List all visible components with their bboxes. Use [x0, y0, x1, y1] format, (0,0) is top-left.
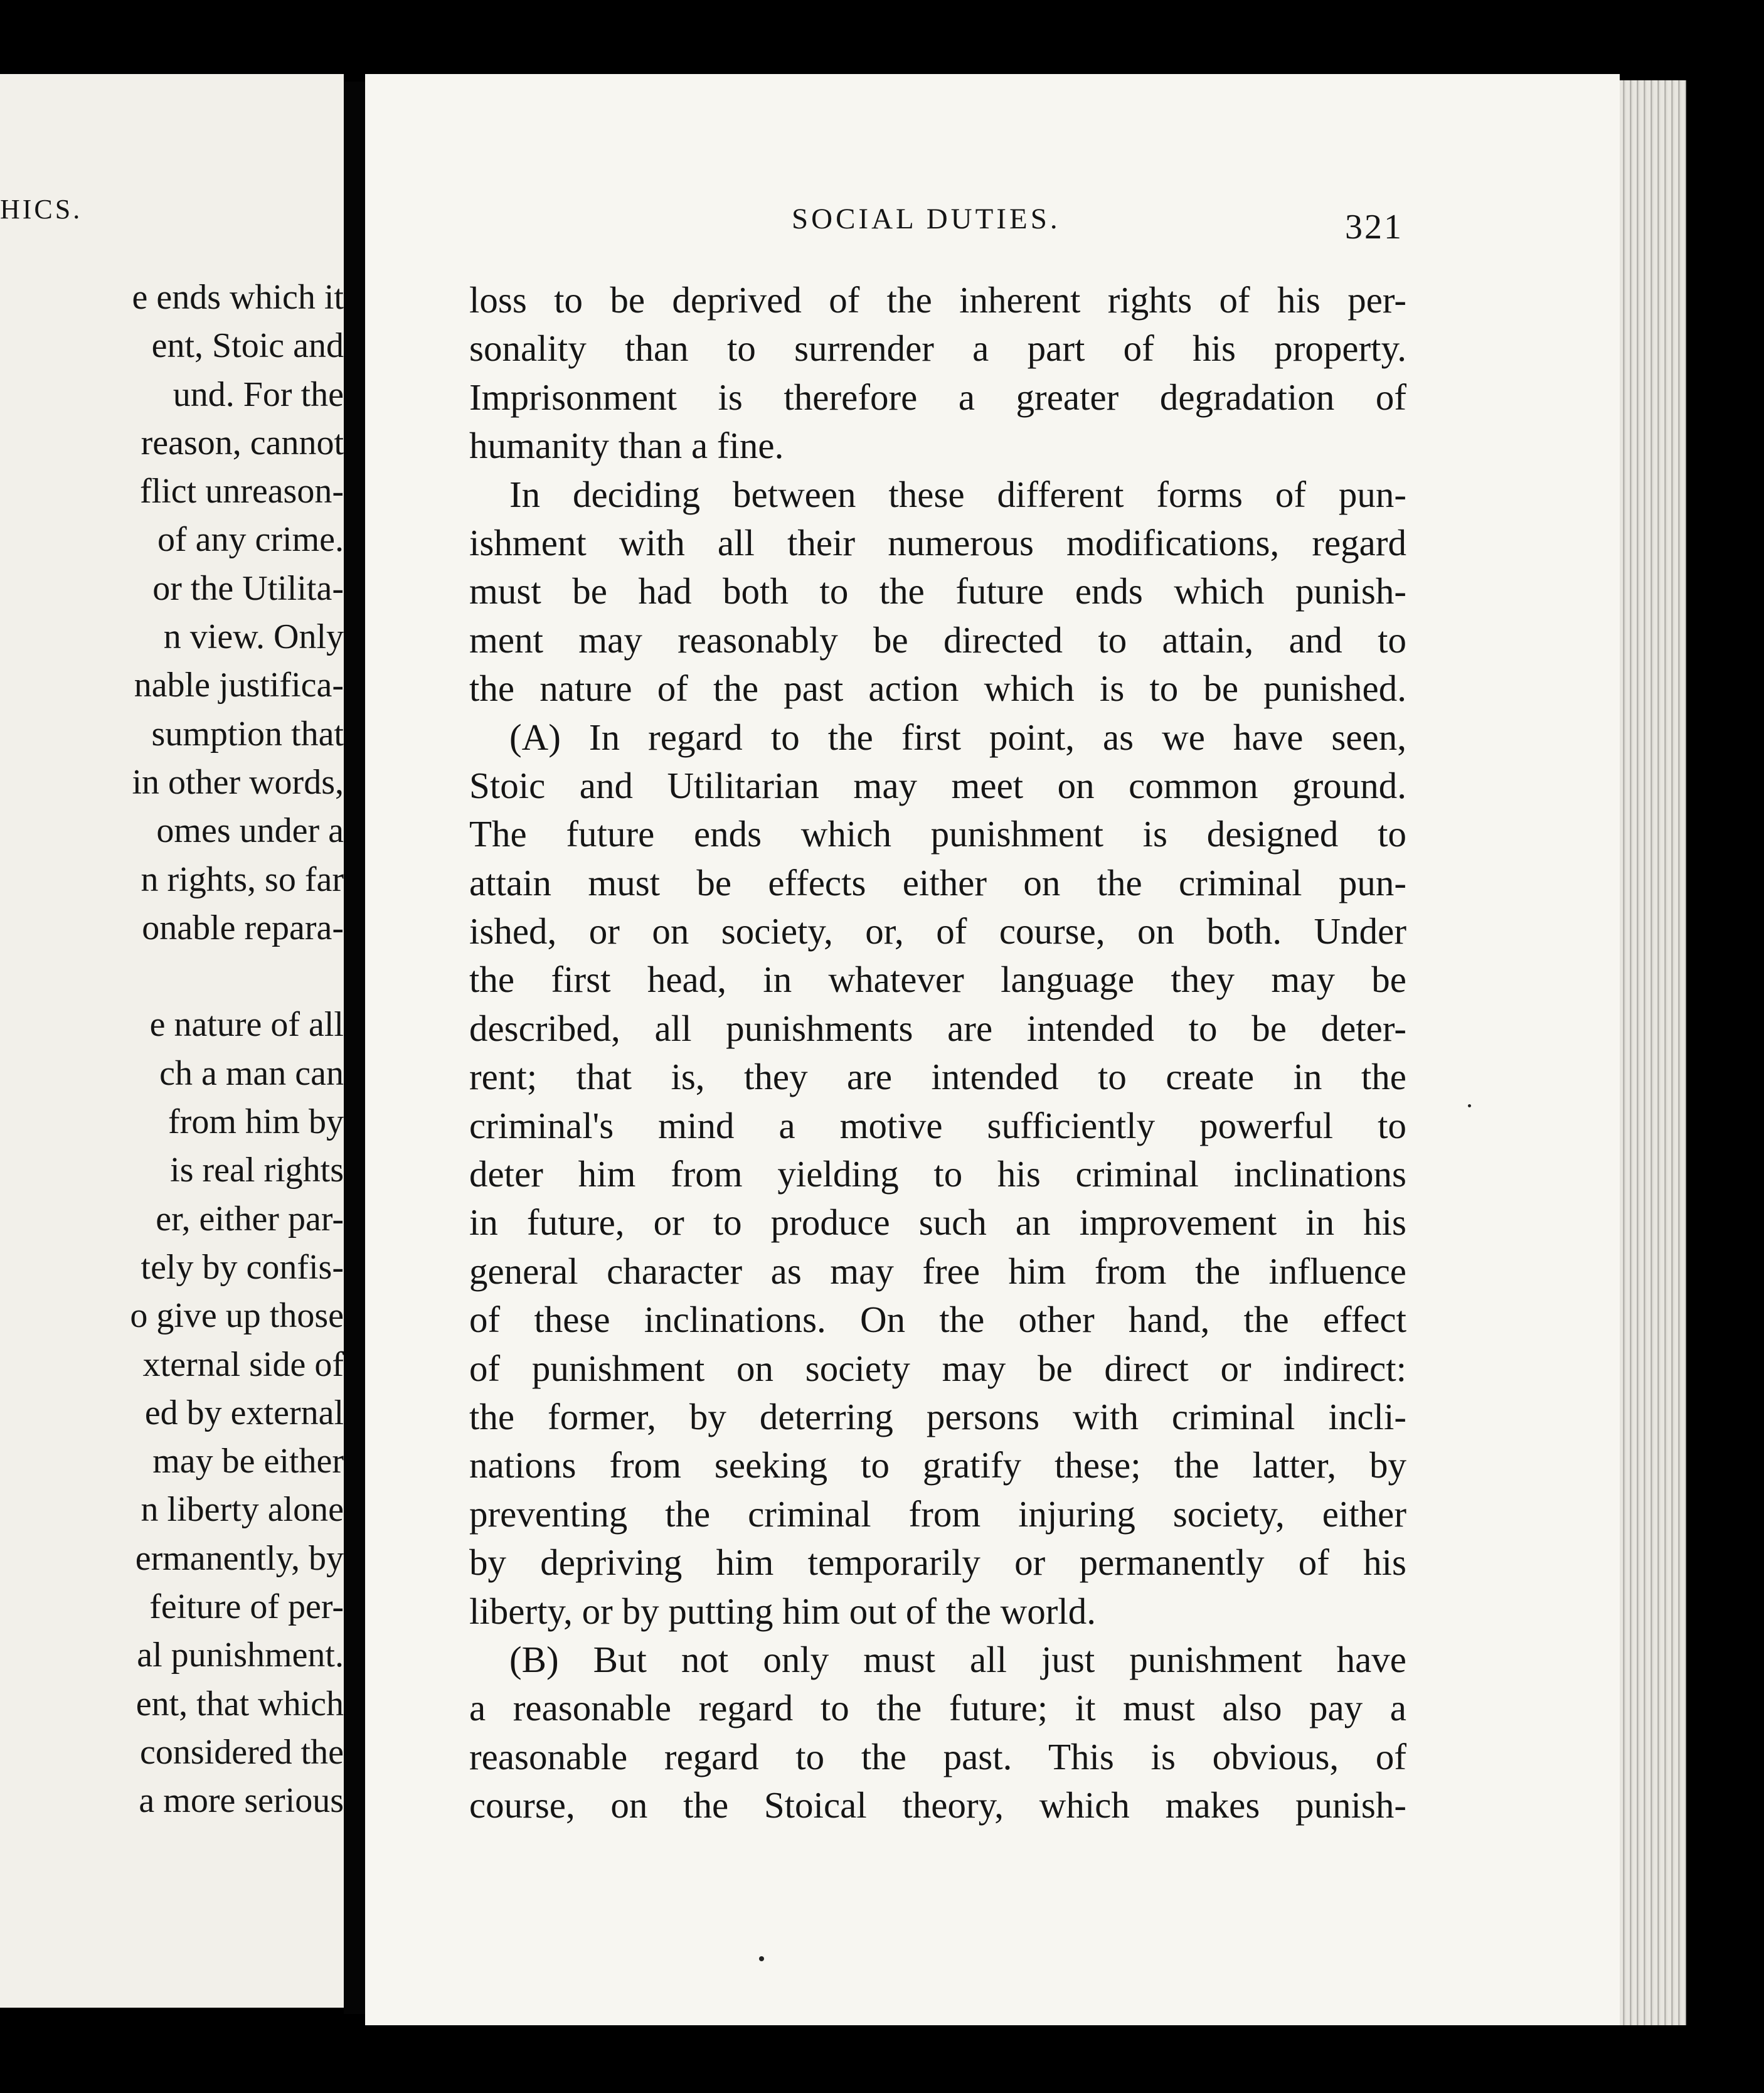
text-line: The future ends which punishment is designed to: [469, 813, 1406, 855]
left-line: omes under a: [156, 811, 344, 851]
text-line: sonality than to surrender a part of his property.: [469, 328, 1406, 370]
left-line: or the Utilita-: [152, 568, 344, 608]
text-line: Imprisonment is therefore a greater degradation of: [469, 376, 1406, 418]
left-line: of any crime.: [157, 520, 344, 560]
left-line: may be either: [152, 1442, 344, 1481]
left-line: o give up those: [130, 1296, 344, 1336]
left-line: in other words,: [132, 762, 344, 802]
left-line: reason, cannot: [141, 423, 344, 462]
text-line: described, all punishments are intended to be deter-: [469, 1007, 1406, 1049]
left-line: al punishment.: [137, 1636, 344, 1675]
left-line: a more serious: [139, 1781, 344, 1821]
text-line: of these inclinations. On the other hand, the effect: [469, 1299, 1406, 1341]
text-line: ishment with all their numerous modifications, regard: [469, 521, 1406, 563]
text-line: the nature of the past action which is to be punished.: [469, 668, 1406, 710]
left-line: sumption that: [151, 714, 344, 754]
text-line: a reasonable regard to the future; it must also pay a: [469, 1687, 1406, 1729]
left-line: xternal side of: [142, 1345, 344, 1384]
text-line: in future, or to produce such an improvement in his: [469, 1201, 1406, 1244]
text-line: rent; that is, they are intended to create in the: [469, 1056, 1406, 1098]
text-line: the former, by deterring persons with criminal incli-: [469, 1395, 1406, 1437]
text-line: course, on the Stoical theory, which makes punish-: [469, 1784, 1406, 1826]
text-line: general character as may free him from the influence: [469, 1250, 1406, 1292]
paragraph-first-line: (B) But not only must all just punishment have: [509, 1638, 1406, 1680]
left-line: is real rights: [170, 1151, 344, 1190]
left-page: [0, 74, 344, 2008]
left-line: e nature of all: [149, 1005, 344, 1045]
text-line: liberty, or by putting him out of the world.: [469, 1590, 1097, 1632]
left-line: onable repara-: [142, 908, 344, 947]
left-line: flict unreason-: [140, 472, 344, 511]
left-line: from him by: [168, 1102, 344, 1142]
text-line: nations from seeking to gratify these; the latter, by: [469, 1444, 1406, 1486]
left-line: [0, 952, 344, 1001]
page-number: 321: [1345, 208, 1403, 247]
left-line: n view. Only: [163, 617, 344, 657]
text-line: humanity than a fine.: [469, 425, 784, 467]
left-line: ent, that which: [135, 1684, 344, 1723]
paragraph-first-line: (A) In regard to the first point, as we have seen,: [509, 716, 1406, 758]
text-line: preventing the criminal from injuring society, either: [469, 1493, 1406, 1535]
left-line: nable justifica-: [134, 666, 344, 705]
left-line: er, either par-: [156, 1199, 344, 1238]
left-line: tely by confis-: [141, 1247, 344, 1287]
ink-speck: [1468, 1104, 1471, 1107]
text-line: attain must be effects either on the criminal pun-: [469, 861, 1406, 903]
text-line: must be had both to the future ends which punish-: [469, 570, 1406, 612]
text-line: criminal's mind a motive sufficiently powerful to: [469, 1104, 1406, 1146]
left-line: e ends which it: [132, 278, 344, 317]
left-line: feiture of per-: [149, 1587, 344, 1627]
left-line: ed by external: [144, 1393, 344, 1432]
text-line: reasonable regard to the past. This is obvious, of: [469, 1735, 1406, 1777]
text-line: Stoic and Utilitarian may meet on common ground.: [469, 764, 1406, 806]
text-line: loss to be deprived of the inherent rights of his per-: [469, 279, 1406, 321]
ink-speck: [759, 1956, 764, 1961]
left-line: ch a man can: [159, 1053, 344, 1093]
left-line: n rights, so far: [141, 860, 344, 899]
paragraph-first-line: In deciding between these different forms of pun-: [509, 473, 1406, 515]
text-line: by depriving him temporarily or permanently of his: [469, 1542, 1406, 1584]
left-line: ermanently, by: [135, 1538, 344, 1578]
book-gutter: [344, 82, 365, 2014]
left-running-head: HICS.: [0, 194, 83, 225]
body-text: [469, 276, 1406, 1830]
left-line: und. For the: [173, 375, 344, 414]
running-head: SOCIAL DUTIES.: [792, 203, 1061, 235]
text-line: deter him from yielding to his criminal inclinations: [469, 1153, 1406, 1195]
left-line: ent, Stoic and: [151, 326, 344, 366]
left-line: n liberty alone: [141, 1490, 344, 1530]
text-line: the first head, in whatever language they may be: [469, 959, 1406, 1001]
text-line: of punishment on society may be direct or indirect:: [469, 1347, 1406, 1389]
left-line: considered the: [140, 1732, 344, 1772]
text-line: ished, or on society, or, of course, on both. Under: [469, 910, 1406, 952]
left-page-text: [0, 274, 344, 1826]
text-line: ment may reasonably be directed to attain, and to: [469, 619, 1406, 661]
